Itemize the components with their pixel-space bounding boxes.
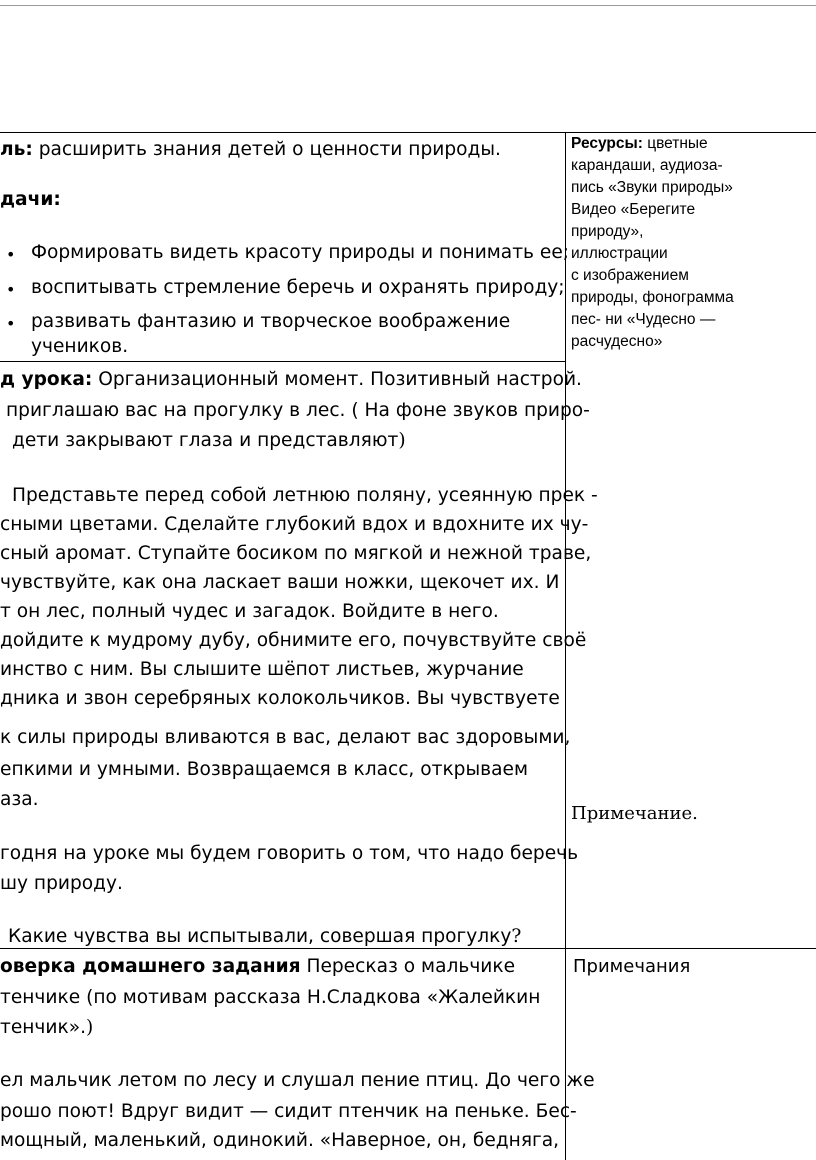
bullet-icon: • [6, 280, 16, 299]
homework-line: ел мальчик летом по лесу и слушал пение птиц. До чего же [0, 1070, 595, 1091]
lesson-question: Какие чувства вы испытывали, совершая прогулку? [8, 926, 522, 947]
bullet-icon: • [6, 245, 16, 264]
lesson-line: сный аромат. Ступайте босиком по мягкой и нежной траве, [0, 543, 592, 564]
lesson-line: дети закрывают глаза и представляют) [12, 430, 406, 451]
homework-line: оверка домашнего задания Пересказ о мальчике [0, 956, 516, 977]
task-item: Формировать видеть красоту природы и понимать ее; [31, 242, 570, 263]
lesson-label: д урока: [0, 369, 93, 390]
lesson-line: шу природу. [0, 873, 123, 894]
lesson-line: инство с ним. Вы слышите шёпот листьев, журчание [0, 659, 524, 680]
lesson-line: годня на уроке мы будем говорить о том, что надо беречь [0, 843, 579, 864]
resources-line: пес- ни «Чудесно — [571, 311, 716, 328]
homework-label: оверка домашнего задания [0, 956, 301, 977]
page-top-rule [0, 5, 816, 6]
lesson-line: епкими и умными. Возвращаемся в класс, открываем [0, 759, 528, 780]
resources-line: Видео «Берегите [571, 201, 696, 218]
lesson-line: д урока: Организационный момент. Позитивный настрой. [0, 369, 582, 390]
tasks-label [0, 188, 61, 212]
goal-line [0, 138, 501, 162]
task-item-continuation: учеников. [31, 336, 129, 357]
homework-line: мощный, маленький, одинокий. «Наверное, он, бедняга, [0, 1130, 560, 1151]
note-label: Примечание. [571, 803, 698, 824]
row-divider-goal [0, 361, 565, 362]
resources-line: природы, фонограмма [571, 289, 734, 306]
resources-block [571, 133, 811, 353]
resources-line: Ресурсы: цветные [571, 135, 708, 152]
resources-line: карандаши, аудиоза- [571, 157, 723, 174]
homework-line: тенчик».) [0, 1017, 94, 1038]
lesson-line: дойдите к мудрому дубу, обнимите его, почувствуйте своё [0, 630, 587, 651]
tasks-label-text: дачи: [0, 189, 61, 210]
resources-line: расчудесно» [571, 333, 663, 350]
homework-line: рошо поют! Вдруг видит — сидит птенчик на пеньке. Бес- [0, 1101, 577, 1122]
lesson-line: сными цветами. Сделайте глубокий вдох и вдохните их чу- [0, 514, 589, 535]
lesson-line: приглашаю вас на прогулку в лес. ( На фоне звуков приро- [6, 400, 590, 421]
lesson-line: чувствуйте, как она ласкает ваши ножки, щекочет их. И [0, 572, 560, 593]
lesson-line: Представьте перед собой летнюю поляну, усеянную прек - [12, 485, 598, 506]
resources-line: с изображением [571, 267, 689, 284]
resources-line: иллюстрации [571, 245, 668, 262]
goal-label: ль: [0, 139, 33, 160]
goal-text: расширить знания детей о ценности природы. [32, 139, 501, 160]
task-item: развивать фантазию и творческое воображение [31, 311, 511, 332]
lesson-line: т он лес, полный чудес и загадок. Войдите в него. [0, 601, 499, 622]
bullet-icon: • [6, 314, 16, 333]
task-item: воспитывать стремление беречь и охранять природу; [31, 277, 565, 298]
homework-line: тенчике (по мотивам рассказа Н.Сладкова «Жалейкин [0, 987, 541, 1008]
resources-line: природу», [571, 223, 644, 240]
lesson-line: к силы природы вливаются в вас, делают вас здоровыми, [0, 727, 571, 748]
lesson-line: аза. [0, 789, 39, 810]
resources-label: Ресурсы: [571, 135, 643, 152]
resources-line: пись «Звуки природы» [571, 179, 733, 196]
lesson-line: дника и звон серебряных колокольчиков. Вы чувствуете [0, 688, 560, 709]
notes-label: Примечания [573, 956, 691, 977]
